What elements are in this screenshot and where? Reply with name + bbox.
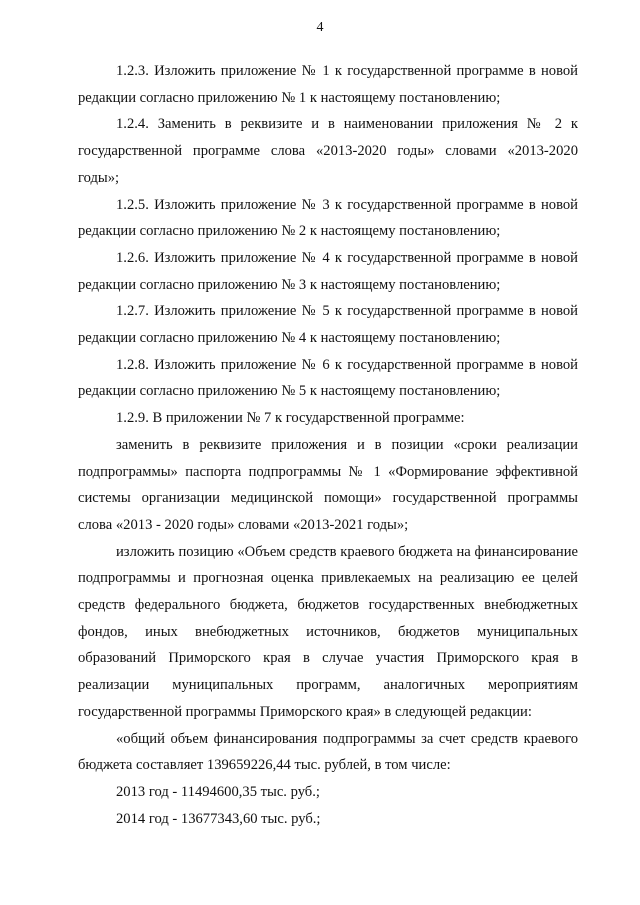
- paragraph-1-2-4: 1.2.4. Заменить в реквизите и в наименовании приложения № 2 к государственной программе слова «2013-2020 годы» словами «2013-2020 годы»;: [78, 116, 578, 186]
- paragraph-replace-terms: заменить в реквизите приложения и в позиции «сроки реализации подпрограммы» паспорта подпрограммы № 1 «Формирование эффективной системы организации медицинской помощи» государственной программы слова «2013 - 2020 годы» словами «2013-2021 годы»;: [78, 436, 578, 533]
- paragraph-1-2-6: 1.2.6. Изложить приложение № 4 к государственной программе в новой редакции согласно приложению № 3 к настоящему постановлению;: [78, 249, 578, 293]
- page-number: 4: [316, 20, 324, 35]
- paragraph-year-2014: 2014 год - 13677343,60 тыс. руб.;: [116, 810, 321, 827]
- paragraph-funding-position: изложить позицию «Объем средств краевого бюджета на финансирование подпрограммы и прогнозная оценка привлекаемых на реализацию ее целей средств федерального бюджета, бюджетов государственных внебюджетных фондов, иных внебюджетных источников, бюджетов муниципальных образований Приморского края в случае участия Приморского края в реализации муниципальных программ, аналогичных мероприятиям государственной программы Приморского края» в следующей редакции:: [78, 543, 578, 720]
- document-body: [78, 58, 578, 832]
- paragraph-1-2-5: 1.2.5. Изложить приложение № 3 к государственной программе в новой редакции согласно приложению № 2 к настоящему постановлению;: [78, 196, 578, 240]
- paragraph-1-2-9: 1.2.9. В приложении № 7 к государственной программе:: [116, 410, 465, 427]
- paragraph-1-2-3: 1.2.3. Изложить приложение № 1 к государственной программе в новой редакции согласно приложению № 1 к настоящему постановлению;: [78, 63, 578, 106]
- paragraph-year-2013: 2013 год - 11494600,35 тыс. руб.;: [116, 783, 320, 800]
- paragraph-1-2-7: 1.2.7. Изложить приложение № 5 к государственной программе в новой редакции согласно приложению № 4 к настоящему постановлению;: [78, 303, 578, 347]
- paragraph-total-funding: «общий объем финансирования подпрограммы за счет средств краевого бюджета составляет 139659226,44 тыс. рублей, в том числе:: [78, 730, 578, 774]
- paragraph-1-2-8: 1.2.8. Изложить приложение № 6 к государственной программе в новой редакции согласно приложению № 5 к настоящему постановлению;: [78, 356, 578, 400]
